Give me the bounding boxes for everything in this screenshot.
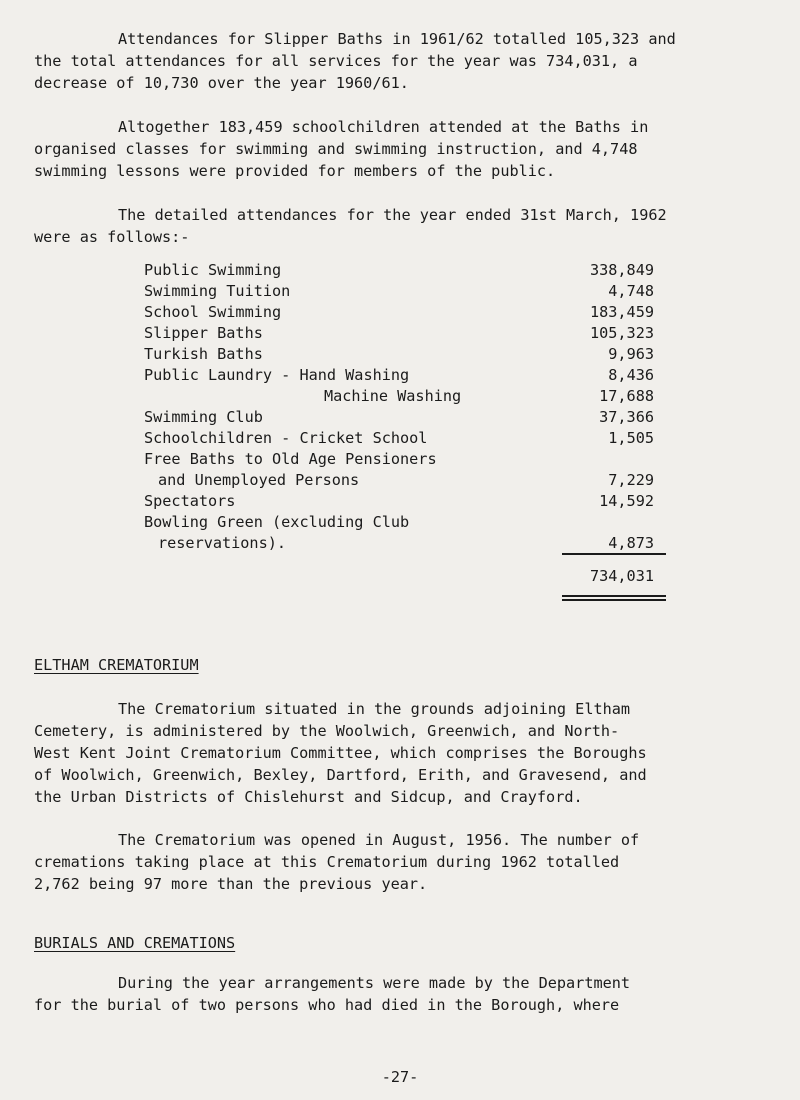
burials-paragraph [34, 972, 774, 1016]
row-label: Schoolchildren - Cricket School [144, 429, 428, 447]
row-value: 4,873 [608, 534, 654, 552]
row-value: 105,323 [589, 324, 654, 342]
row-label: and Unemployed Persons [158, 471, 360, 489]
table-row [144, 260, 664, 281]
row-label: Free Baths to Old Age Pensioners [144, 450, 437, 468]
table-row [144, 533, 664, 554]
text-line: The detailed attendances for the year ended 31st March, 1962 [118, 206, 667, 224]
cremations-paragraph [34, 829, 774, 895]
table-row [144, 344, 664, 365]
row-value: 7,229 [608, 471, 654, 489]
total-row [144, 566, 664, 587]
text-line: West Kent Joint Crematorium Committee, which comprises the Boroughs [34, 744, 647, 762]
attendance-table [144, 260, 664, 554]
text-line: the total attendances for all services for the year was 734,031, a [34, 52, 638, 70]
text-line: The Crematorium situated in the grounds adjoining Eltham [118, 700, 631, 718]
row-value: 37,366 [599, 408, 654, 426]
table-row [144, 449, 664, 470]
text-line: organised classes for swimming and swimming instruction, and 4,748 [34, 140, 638, 158]
text-line: cremations taking place at this Crematorium during 1962 totalled [34, 853, 620, 871]
crematorium-heading: ELTHAM CREMATORIUM [34, 656, 199, 674]
table-row [144, 428, 664, 449]
row-label: School Swimming [144, 303, 282, 321]
row-value: 8,436 [608, 366, 654, 384]
text-line: for the burial of two persons who had died in the Borough, where [34, 996, 620, 1014]
row-label: reservations). [158, 534, 287, 552]
row-label: Bowling Green (excluding Club [144, 513, 410, 531]
row-label: Swimming Club [144, 408, 263, 426]
row-value: 17,688 [599, 387, 654, 405]
total-double-rule-bottom [562, 599, 666, 601]
row-label: Machine Washing [324, 387, 462, 405]
row-value: 183,459 [589, 303, 654, 321]
detailed-attendances-intro [34, 204, 774, 248]
schoolchildren-paragraph [34, 116, 774, 182]
row-value: 1,505 [608, 429, 654, 447]
row-label: Public Swimming [144, 261, 282, 279]
row-label: Spectators [144, 492, 236, 510]
table-row [144, 491, 664, 512]
text-line: Attendances for Slipper Baths in 1961/62 totalled 105,323 and [118, 30, 676, 48]
page-number: -27- [381, 1068, 419, 1086]
text-line: 2,762 being 97 more than the previous year. [34, 875, 428, 893]
table-row [144, 386, 664, 407]
table-row [144, 281, 664, 302]
row-label: Public Laundry - Hand Washing [144, 366, 410, 384]
text-line: were as follows:- [34, 228, 190, 246]
row-value: 9,963 [608, 345, 654, 363]
table-row [144, 302, 664, 323]
text-line: During the year arrangements were made by the Department [118, 974, 631, 992]
table-row [144, 365, 664, 386]
total-double-rule-top [562, 595, 666, 597]
text-line: decrease of 10,730 over the year 1960/61. [34, 74, 409, 92]
slipper-baths-paragraph [34, 28, 774, 94]
table-row [144, 470, 664, 491]
row-label: Slipper Baths [144, 324, 263, 342]
table-row [144, 323, 664, 344]
crematorium-paragraph [34, 698, 774, 808]
text-line: swimming lessons were provided for members of the public. [34, 162, 556, 180]
text-line: The Crematorium was opened in August, 1956. The number of [118, 831, 640, 849]
text-line: Altogether 183,459 schoolchildren attended at the Baths in [118, 118, 649, 136]
subtotal-rule [562, 553, 666, 555]
total-value: 734,031 [589, 567, 654, 585]
text-line: Cemetery, is administered by the Woolwich, Greenwich, and North- [34, 722, 620, 740]
row-value: 4,748 [608, 282, 654, 300]
text-line: of Woolwich, Greenwich, Bexley, Dartford, Erith, and Gravesend, and [34, 766, 647, 784]
table-row [144, 407, 664, 428]
text-line: the Urban Districts of Chislehurst and Sidcup, and Crayford. [34, 788, 583, 806]
table-row [144, 512, 664, 533]
row-label: Swimming Tuition [144, 282, 291, 300]
burials-heading: BURIALS AND CREMATIONS [34, 934, 236, 952]
row-value: 14,592 [599, 492, 654, 510]
row-value: 338,849 [589, 261, 654, 279]
row-label: Turkish Baths [144, 345, 263, 363]
